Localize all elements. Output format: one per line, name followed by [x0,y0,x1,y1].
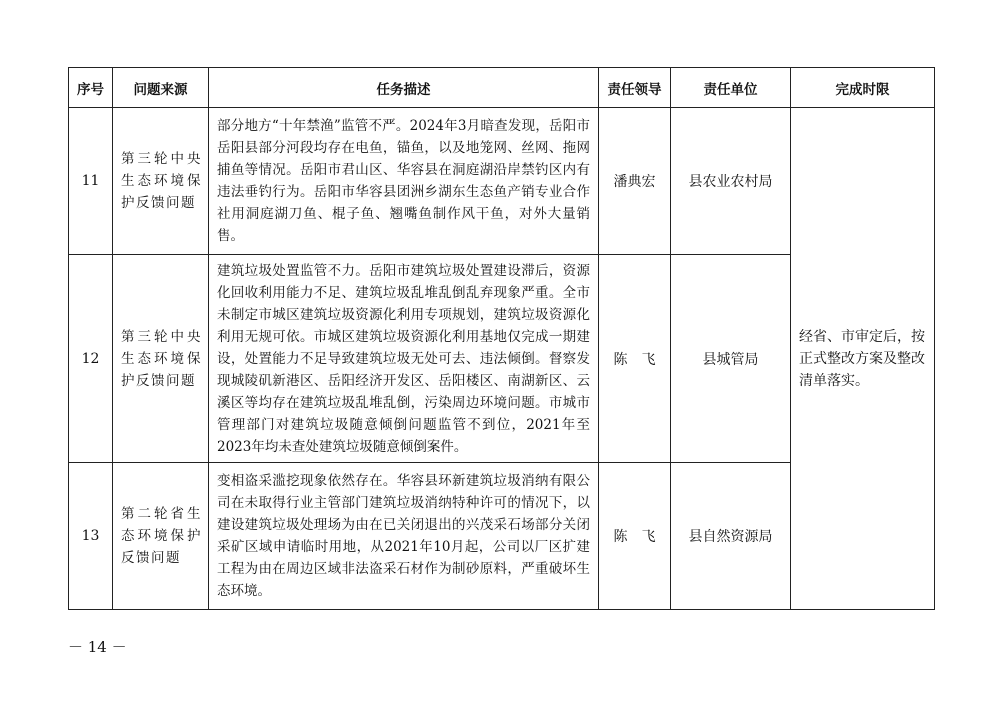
row-leader: 陈 飞 [599,463,671,610]
row-unit: 县自然资源局 [671,463,791,610]
header-unit: 责任单位 [671,68,791,108]
row-unit: 县城管局 [671,255,791,463]
header-deadline: 完成时限 [791,68,935,108]
row-source: 第三轮中央生态环境保护反馈问题 [113,255,209,463]
header-source: 问题来源 [113,68,209,108]
row-unit: 县农业农村局 [671,108,791,255]
row-index: 12 [69,255,113,463]
page-number: － 14 － [68,638,127,656]
table-header-row [69,68,935,108]
row-leader: 陈 飞 [599,255,671,463]
header-index: 序号 [69,68,113,108]
row-description: 部分地方“十年禁渔”监管不严。2024年3月暗查发现，岳阳市岳阳县部分河段均存在电鱼，锚鱼，以及地笼网、丝网、拖网捕鱼等情况。岳阳市君山区、华容县在洞庭湖沿岸禁钓区内有违法垂钓行为。岳阳市华容县团洲乡湖东生态鱼产销专业合作社用洞庭湖刀鱼、棍子鱼、翘嘴鱼制作风干鱼，对外大量销售。 [209,108,599,255]
task-table [68,67,935,610]
row-source: 第二轮省生态环境保护反馈问题 [113,463,209,610]
row-index: 13 [69,463,113,610]
header-leader: 责任领导 [599,68,671,108]
header-description: 任务描述 [209,68,599,108]
row-leader: 潘典宏 [599,108,671,255]
row-index: 11 [69,108,113,255]
row-description: 变相盗采滥挖现象依然存在。华容县环新建筑垃圾消纳有限公司在未取得行业主管部门建筑垃圾消纳特种许可的情况下，以建设建筑垃圾处理场为由在已关闭退出的兴茂采石场部分关闭采矿区域申请临时用地，从2021年10月起，公司以厂区扩建工程为由在周边区域非法盗采石材作为制砂原料，严重破坏生态环境。 [209,463,599,610]
deadline-cell: 经省、市审定后，按正式整改方案及整改清单落实。 [791,108,935,610]
row-source: 第三轮中央生态环境保护反馈问题 [113,108,209,255]
table-row [69,108,935,255]
row-description: 建筑垃圾处置监管不力。岳阳市建筑垃圾处置建设滞后，资源化回收利用能力不足、建筑垃圾乱堆乱倒乱弃现象严重。全市未制定市城区建筑垃圾资源化利用专项规划，建筑垃圾资源化利用无规可依。市城区建筑垃圾资源化利用基地仅完成一期建设，处置能力不足导致建筑垃圾无处可去、违法倾倒。督察发现城陵矶新港区、岳阳经济开发区、岳阳楼区、南湖新区、云溪区等均存在建筑垃圾乱堆乱倒，污染周边环境问题。市城市管理部门对建筑垃圾随意倾倒问题监管不到位，2021年至2023年均未查处建筑垃圾随意倾倒案件。 [209,255,599,463]
